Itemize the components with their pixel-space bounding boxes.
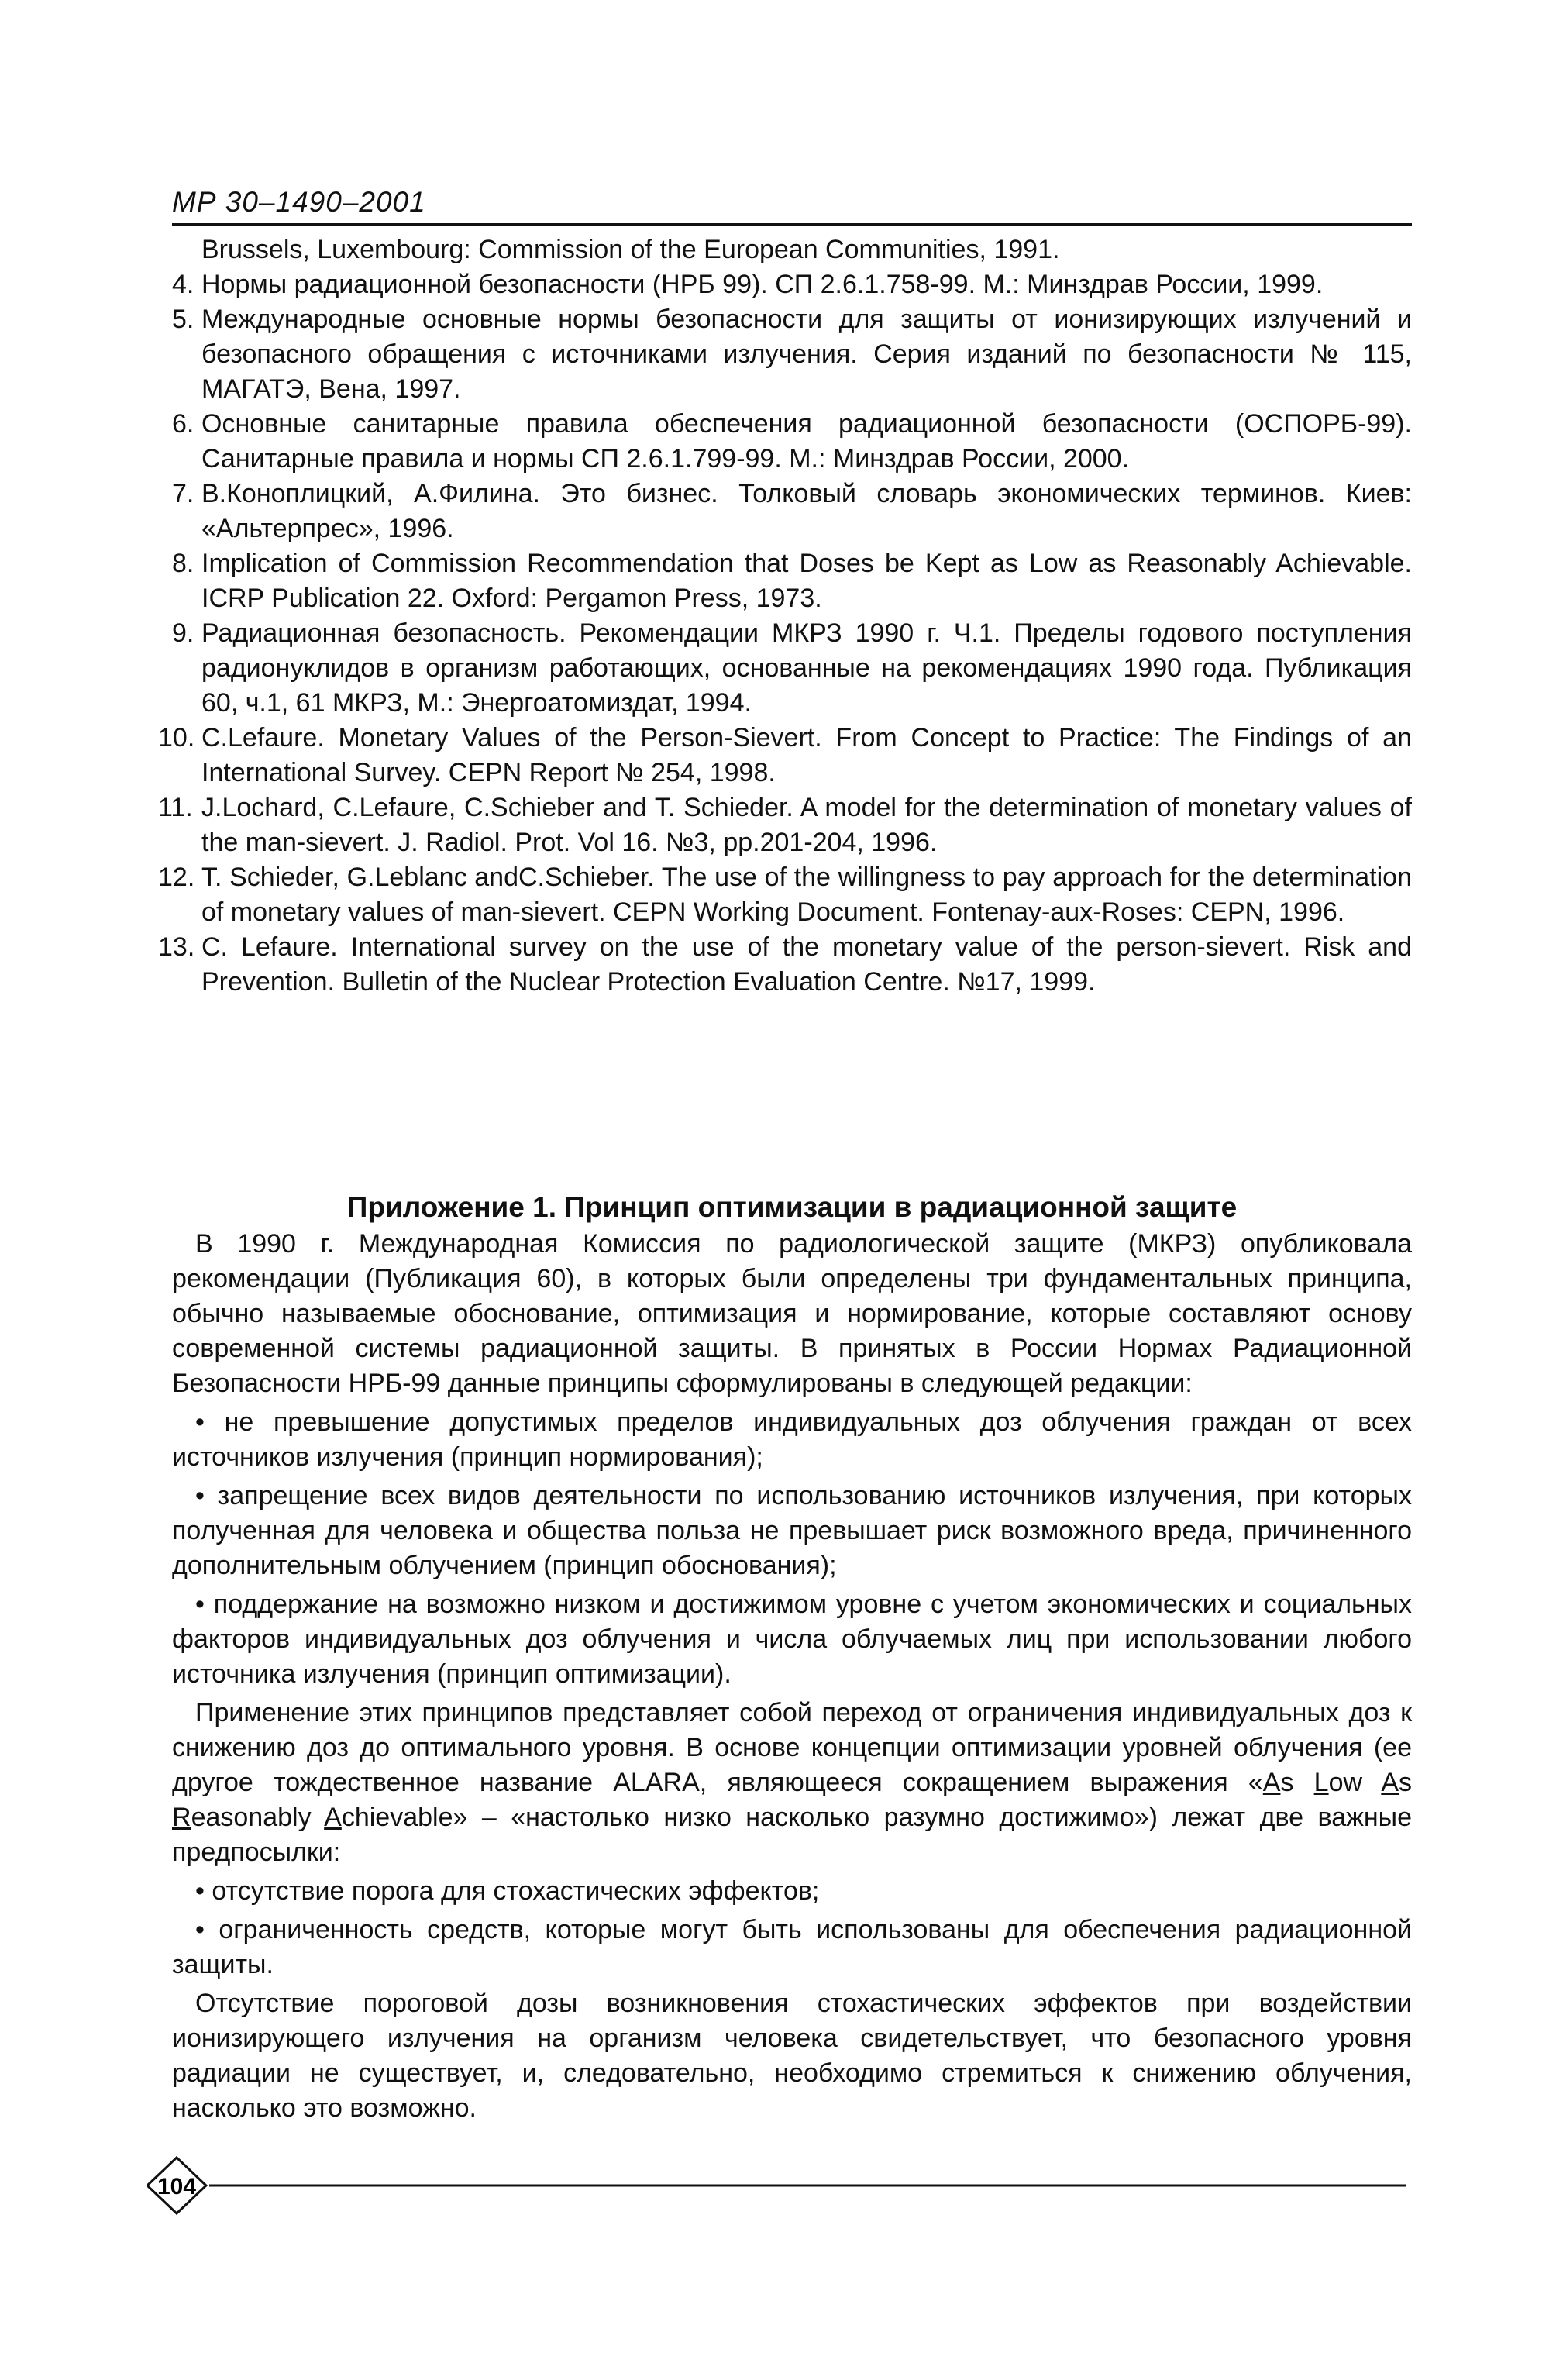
bullet-item: • ограниченность средств, которые могут быть использованы для обеспечения радиационной защиты.: [172, 1915, 1412, 1979]
reference-number: 6.: [172, 409, 194, 439]
reference-text: Нормы радиационной безопасности (НРБ 99). СП 2.6.1.758-99. М.: Минздрав России, 1999.: [201, 270, 1324, 299]
alara-letter: A: [1262, 1768, 1281, 1797]
footer-rule: [147, 2154, 1410, 2216]
paragraph-text: Применение этих принципов представляет собой переход от ограничения индивидуальных доз к снижению доз до оптимального уровня. В основе концепции оптимизации уровней облучения (ее другое тождественное название ALARA, являющееся сокращением выражения «: [172, 1698, 1412, 1797]
reference-item: [158, 790, 1412, 860]
reference-item: [172, 302, 1412, 407]
reference-item: [158, 721, 1412, 790]
reference-item: [172, 232, 1412, 267]
reference-number: 5.: [172, 305, 194, 334]
reference-item: [158, 930, 1412, 1000]
running-header: [172, 186, 1412, 226]
reference-number: 13.: [158, 932, 195, 962]
reference-number: 11.: [158, 793, 193, 822]
bullet-item: • поддержание на возможно низком и достижимом уровне с учетом экономических и социальных факторов индивидуальных доз облучения и числа облучаемых лиц при использовании любого источника излучения (принцип оптимизации).: [172, 1590, 1412, 1689]
reference-text: В.Коноплицкий, А.Филина. Это бизнес. Толковый словарь экономических терминов. Киев: «Альтерпрес», 1996.: [201, 479, 1412, 543]
reference-text: C. Lefaure. International survey on the use of the monetary value of the person-sievert. Risk and Prevention. Bulletin of the Nuclear Protection Evaluation Centre. №17, 1999.: [201, 932, 1412, 997]
reference-item: [172, 477, 1412, 546]
appendix-paragraph-2: [172, 1696, 1412, 1870]
reference-item: [172, 407, 1412, 477]
reference-item: [172, 267, 1412, 302]
reference-text: Международные основные нормы безопасности для защиты от ионизирующих излучений и безопасного обращения с источниками излучения. Серия изданий по безопасности № 115, МАГАТЭ, Вена, 1997.: [201, 305, 1412, 404]
page-number: 104: [157, 2174, 197, 2199]
reference-number: 4.: [172, 270, 194, 299]
alara-letter: L: [1313, 1768, 1329, 1797]
alara-word: easonably: [191, 1803, 325, 1832]
bullet-item: • запрещение всех видов деятельности по использованию источников излучения, при которых полученная для человека и общества польза не превышает риск возможного вреда, причиненного дополнительным облучением (принцип обоснования);: [172, 1481, 1412, 1580]
alara-word: s: [1280, 1768, 1314, 1797]
appendix-paragraph-1: В 1990 г. Международная Комиссия по радиологической защите (МКРЗ) опубликовала рекомендации (Публикация 60), в которых были определены три фундаментальных принципа, обычно называемые обоснование, оптимизация и нормирование, которые составляют основу современной системы радиационной защиты. В принятых в России Нормах Радиационной Безопасности НРБ-99 данные принципы сформулированы в следующей редакции:: [172, 1229, 1412, 1398]
reference-text: Implication of Commission Recommendation that Doses be Kept as Low as Reasonably Achievable. ICRP Publication 22. Oxford: Pergamon Press, 1973.: [201, 549, 1412, 613]
alara-word: chievable: [341, 1803, 453, 1832]
reference-text: Радиационная безопасность. Рекомендации МКРЗ 1990 г. Ч.1. Пределы годового поступления радионуклидов в организм работающих, основанные на рекомендациях 1990 года. Публикация 60, ч.1, 61 МКРЗ, М.: Энергоатомиздат, 1994.: [201, 618, 1412, 718]
reference-number: 9.: [172, 618, 194, 648]
reference-text: Brussels, Luxembourg: Commission of the European Communities, 1991.: [201, 235, 1060, 264]
document-code: МР 30–1490–2001: [172, 186, 426, 218]
appendix-title: Приложение 1. Принцип оптимизации в радиационной защите: [346, 1191, 1238, 1223]
reference-text: T. Schieder, G.Leblanc andC.Schieber. The use of the willingness to pay approach for the determination of monetary values of man-sievert. CEPN Working Document. Fontenay-aux-Roses: CEPN, 1996.: [201, 863, 1412, 927]
alara-letter: A: [324, 1803, 342, 1832]
reference-number: 10.: [158, 723, 195, 753]
reference-number: 7.: [172, 479, 194, 508]
paragraph-text: » – «настолько низко насколько разумно достижимо») лежат две важные предпосылки:: [172, 1803, 1412, 1867]
reference-text: Основные санитарные правила обеспечения радиационной безопасности (ОСПОРБ-99). Санитарные правила и нормы СП 2.6.1.799-99. М.: Минздрав России, 2000.: [201, 409, 1412, 474]
alara-word: ow: [1328, 1768, 1382, 1797]
reference-item: [172, 546, 1412, 616]
reference-text: C.Lefaure. Monetary Values of the Person-Sievert. From Concept to Practice: The Findings of an International Survey. CEPN Report № 254, 1998.: [201, 723, 1412, 787]
alara-letter: R: [172, 1803, 191, 1832]
page-footer: [147, 2154, 1410, 2216]
bullet-item: • отсутствие порога для стохастических эффектов;: [195, 1876, 820, 1906]
reference-list: [158, 232, 1412, 1000]
alara-letter: A: [1381, 1768, 1399, 1797]
bullet-item: • не превышение допустимых пределов индивидуальных доз облучения граждан от всех источников излучения (принцип нормирования);: [172, 1407, 1412, 1472]
alara-word: s: [1399, 1768, 1413, 1797]
reference-item: [172, 616, 1412, 721]
reference-text: J.Lochard, C.Lefaure, C.Schieber and T. Schieder. A model for the determination of monetary values of the man-sievert. J. Radiol. Prot. Vol 16. №3, pp.201-204, 1996.: [201, 793, 1412, 857]
appendix-paragraph-3: Отсутствие пороговой дозы возникновения стохастических эффектов при воздействии ионизирующего излучения на организм человека свидетельствует, что безопасного уровня радиации не существует, и, следовательно, необходимо стремиться к снижению облучения, насколько это возможно.: [172, 1989, 1412, 2123]
appendix-section: [172, 1190, 1412, 2126]
reference-number: 8.: [172, 549, 194, 578]
reference-number: 12.: [158, 863, 195, 892]
reference-item: [158, 860, 1412, 930]
